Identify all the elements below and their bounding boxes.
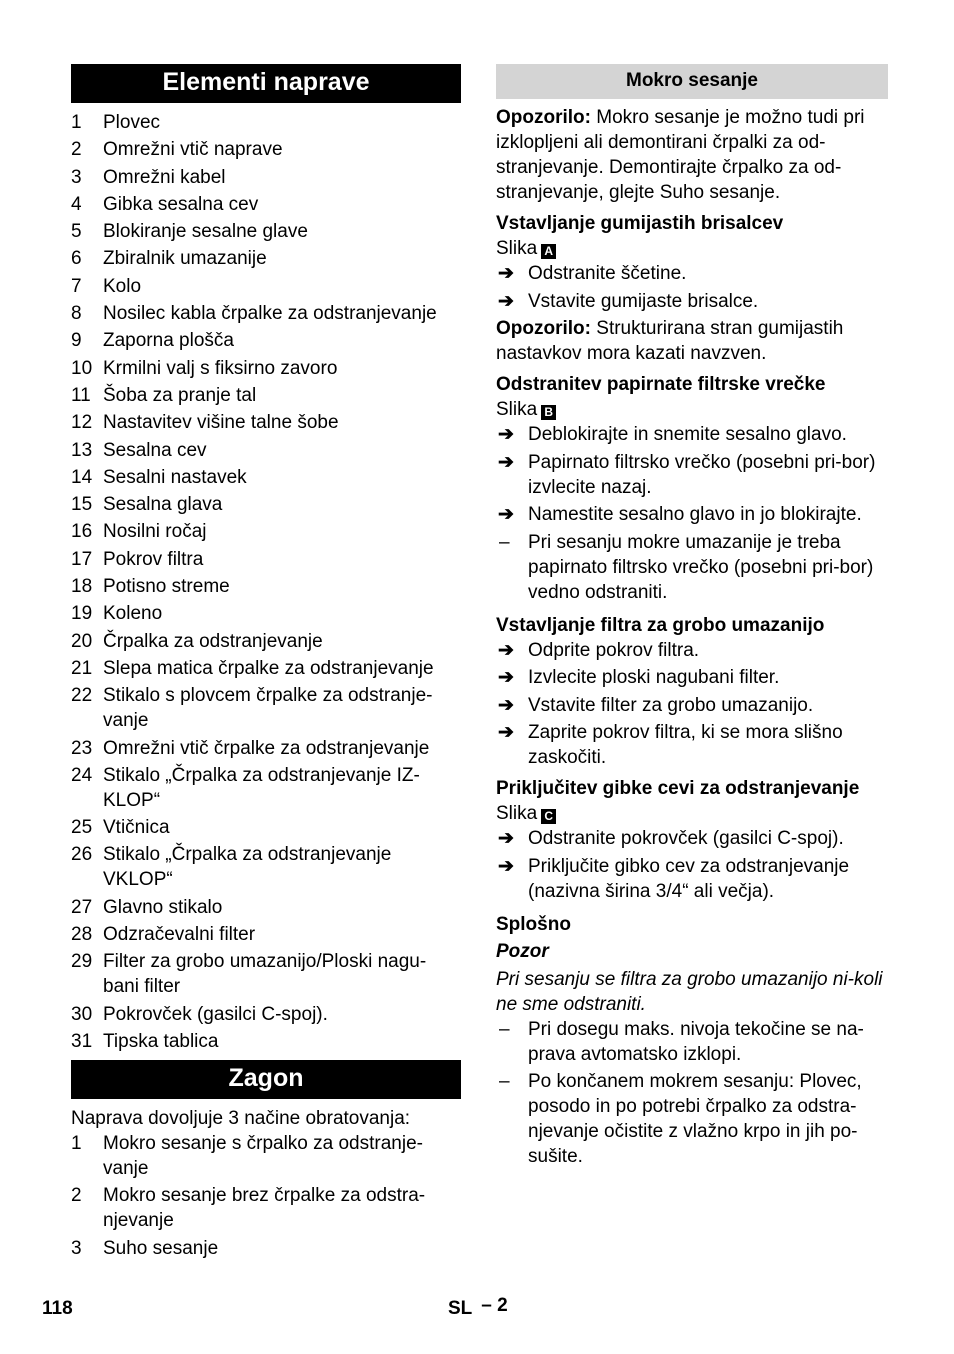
subheading-cev: Priključitev gibke cevi za odstranjevanje: [496, 778, 860, 799]
note-text: Po končanem mokrem sesanju: Plovec, posodo in po potrebi črpalko za odstra-njevanje očistite z vlažno krpo in jih po-sušite.: [528, 1071, 862, 1167]
figure-ref-a: [496, 236, 888, 261]
item-text: Potisno streme: [103, 576, 230, 598]
step-text: Zaprite pokrov filtra, ki se mora slišno zaskočiti.: [528, 722, 843, 768]
item-number: 30: [71, 1003, 93, 1025]
item-number: 26: [71, 844, 93, 866]
dash-icon: –: [499, 1018, 510, 1040]
item-text: Šoba za pranje tal: [103, 384, 257, 406]
warning-label: Opozorilo:: [496, 107, 591, 128]
step-item: [496, 422, 888, 447]
item-text: Nosilec kabla črpalke za odstranjevanje: [103, 303, 437, 325]
mode-list-item: [71, 1131, 461, 1181]
mode-list-item: [71, 1236, 461, 1261]
arrow-right-icon: ➔: [498, 855, 514, 877]
section-heading-zagon: Zagon: [71, 1060, 461, 1099]
item-number: 10: [71, 357, 93, 379]
parts-list-item: [71, 1029, 461, 1054]
parts-list-item: [71, 629, 461, 654]
step-item: [496, 502, 888, 527]
item-text: Pokrov filtra: [103, 548, 204, 570]
subheading-vrecka: Odstranitev papirnate filtrske vrečke: [496, 374, 826, 395]
item-number: 1: [71, 1132, 82, 1154]
item-text: Blokiranje sesalne glave: [103, 221, 308, 243]
figure-a-badge-icon: A: [541, 244, 556, 259]
step-text: Papirnato filtrsko vrečko (posebni pri-bor) izvlecite nazaj.: [528, 451, 876, 498]
parts-list-item: [71, 410, 461, 435]
item-number: 6: [71, 248, 82, 270]
parts-list-item: [71, 274, 461, 299]
step-text: Izvlecite ploski nagubani filter.: [528, 667, 780, 688]
dash-icon: –: [499, 1071, 510, 1092]
item-number: 16: [71, 521, 93, 543]
item-number: 29: [71, 951, 93, 973]
language-page: – 2: [481, 1295, 508, 1316]
modes-list: [71, 1131, 461, 1261]
parts-list-item: [71, 1002, 461, 1027]
parts-list-item: [71, 519, 461, 544]
figure-label: Slika: [496, 399, 538, 420]
item-text: Plovec: [103, 112, 161, 133]
item-text: Omrežni vtič črpalke za odstranjevanje: [103, 737, 430, 759]
item-number: 31: [71, 1030, 93, 1052]
arrow-right-icon: ➔: [498, 424, 514, 445]
arrow-right-icon: ➔: [498, 828, 514, 849]
parts-list-item: [71, 165, 461, 190]
step-item: [496, 693, 888, 718]
item-text: Mokro sesanje s črpalko za odstranje-vanje: [103, 1132, 423, 1179]
item-text: Črpalka za odstranjevanje: [103, 630, 323, 652]
item-text: Zaporna plošča: [103, 330, 234, 352]
item-number: 2: [71, 1185, 82, 1207]
parts-list-item: [71, 356, 461, 381]
item-text: Glavno stikalo: [103, 896, 223, 918]
parts-list-item: [71, 949, 461, 999]
item-number: 13: [71, 439, 93, 461]
item-number: 28: [71, 924, 93, 946]
item-number: 17: [71, 548, 93, 570]
parts-list-item: [71, 137, 461, 162]
steps-cev: [496, 826, 888, 904]
item-number: 3: [71, 1237, 82, 1259]
parts-list-item: [71, 110, 461, 135]
step-item: [496, 638, 888, 663]
footer-language: [448, 1295, 508, 1320]
parts-list-item: [71, 922, 461, 947]
item-number: 21: [71, 657, 93, 679]
step-item: [496, 261, 888, 286]
parts-list-item: [71, 815, 461, 840]
item-number: 1: [71, 112, 82, 133]
mode-list-item: [71, 1183, 461, 1233]
item-number: 18: [71, 576, 93, 598]
notes-splosno: [496, 1017, 888, 1170]
parts-list-item: [71, 492, 461, 517]
subheading-splosno: Splošno: [496, 913, 571, 935]
caution-text: Pri sesanju se filtra za grobo umazanijo ni-koli ne sme odstraniti.: [496, 968, 883, 1015]
parts-list-item: [71, 683, 461, 733]
item-number: 22: [71, 685, 93, 707]
item-number: 7: [71, 275, 82, 297]
figure-label: Slika: [496, 803, 538, 824]
item-number: 25: [71, 817, 93, 839]
item-text: Omrežni kabel: [103, 166, 226, 188]
item-text: Mokro sesanje brez črpalke za odstra-njevanje: [103, 1185, 426, 1232]
item-text: Zbiralnik umazanije: [103, 248, 267, 270]
parts-list-item: [71, 465, 461, 490]
parts-list-item: [71, 192, 461, 217]
parts-list-item: [71, 383, 461, 408]
item-text: Vtičnica: [103, 817, 170, 839]
item-number: 2: [71, 139, 82, 161]
item-text: Gibka sesalna cev: [103, 193, 259, 215]
step-text: Vstavite filter za grobo umazanijo.: [528, 694, 814, 716]
item-text: Stikalo „Črpalka za odstranjevanje IZ-KLOP“: [103, 764, 420, 811]
item-text: Tipska tablica: [103, 1030, 219, 1052]
item-text: Odzračevalni filter: [103, 924, 256, 946]
step-item: [496, 665, 888, 690]
item-text: Stikalo „Črpalka za odstranjevanje VKLOP“: [103, 844, 392, 891]
step-text: Vstavite gumijaste brisalce.: [528, 290, 759, 312]
arrow-right-icon: ➔: [498, 504, 514, 525]
warning-2: [496, 316, 888, 366]
item-text: Koleno: [103, 603, 163, 625]
step-text: Deblokirajte in snemite sesalno glavo.: [528, 424, 847, 445]
item-number: 8: [71, 303, 82, 325]
step-item: [496, 720, 888, 770]
note-item: [496, 1069, 888, 1169]
step-item: [496, 854, 888, 904]
item-number: 4: [71, 193, 82, 215]
parts-list: [71, 110, 461, 1054]
steps-filter: [496, 638, 888, 771]
arrow-right-icon: ➔: [498, 694, 514, 716]
zagon-intro: Naprava dovoljuje 3 načine obratovanja:: [71, 1107, 411, 1129]
item-text: Sesalna cev: [103, 439, 207, 461]
step-text: Odstranite ščetine.: [528, 263, 687, 284]
parts-list-item: [71, 656, 461, 681]
figure-ref-c: [496, 801, 888, 826]
arrow-right-icon: ➔: [498, 722, 514, 743]
item-number: 14: [71, 466, 93, 488]
item-text: Kolo: [103, 275, 142, 297]
arrow-right-icon: ➔: [498, 263, 514, 284]
section-heading-mokro: Mokro sesanje: [496, 64, 888, 99]
warning-label: Opozorilo:: [496, 318, 591, 339]
item-text: Omrežni vtič naprave: [103, 139, 283, 161]
steps-vrecka: [496, 422, 888, 527]
figure-b-badge-icon: B: [541, 405, 556, 420]
figure-label: Slika: [496, 238, 538, 259]
item-text: Sesalni nastavek: [103, 466, 247, 488]
figure-c-badge-icon: C: [541, 809, 556, 824]
parts-list-item: [71, 842, 461, 892]
parts-list-item: [71, 438, 461, 463]
warning-text: Strukturirana stran gumijastih nastavkov mora kazati navzven.: [496, 318, 844, 364]
step-text: Namestite sesalno glavo in jo blokirajte.: [528, 504, 862, 525]
item-text: Slepa matica črpalke za odstranjevanje: [103, 657, 434, 679]
parts-list-item: [71, 574, 461, 599]
step-text: Odstranite pokrovček (gasilci C-spoj).: [528, 828, 844, 849]
section-heading-elementi: Elementi naprave: [71, 64, 461, 103]
item-number: 27: [71, 896, 93, 918]
steps-brisalci: [496, 261, 888, 314]
item-text: Nastavitev višine talne šobe: [103, 412, 339, 434]
parts-list-item: [71, 301, 461, 326]
parts-list-item: [71, 219, 461, 244]
parts-list-item: [71, 601, 461, 626]
item-number: 9: [71, 330, 82, 352]
parts-list-item: [71, 736, 461, 761]
subheading-filter: Vstavljanje filtra za grobo umazanijo: [496, 614, 825, 636]
item-number: 23: [71, 737, 93, 759]
step-item: [496, 289, 888, 314]
note-item: [496, 1017, 888, 1067]
item-number: 5: [71, 221, 82, 243]
parts-list-item: [71, 895, 461, 920]
language-code: SL: [448, 1298, 472, 1319]
dash-icon: –: [499, 531, 510, 553]
page-number: 118: [42, 1298, 73, 1319]
parts-list-item: [71, 547, 461, 572]
right-column: [496, 64, 888, 1172]
item-number: 15: [71, 494, 93, 516]
warning-text: Mokro sesanje je možno tudi pri izklopljeni ali demontirani črpalki za od-stranjevanje. Demontirajte črpalko za od-stranjevanje, glejte Suho sesanje.: [496, 107, 865, 203]
item-number: 20: [71, 630, 93, 652]
item-text: Pokrovček (gasilci C-spoj).: [103, 1003, 328, 1025]
item-number: 3: [71, 166, 82, 188]
arrow-right-icon: ➔: [498, 639, 514, 661]
subheading-brisalci: Vstavljanje gumijastih brisalcev: [496, 213, 784, 234]
left-column: [71, 64, 461, 1263]
arrow-right-icon: ➔: [498, 667, 514, 688]
item-text: Nosilni ročaj: [103, 521, 207, 543]
warning-1: [496, 105, 888, 205]
item-text: Stikalo s plovcem črpalke za odstranje-vanje: [103, 685, 433, 732]
step-item: [496, 450, 888, 500]
step-item: [496, 826, 888, 851]
item-number: 11: [71, 384, 91, 406]
item-number: 24: [71, 764, 93, 786]
item-text: Krmilni valj s fiksirno zavoro: [103, 357, 338, 379]
note-text: Pri sesanju mokre umazanije je treba papirnato filtrsko vrečko (posebni pri-bor) vedno odstraniti.: [528, 531, 874, 603]
parts-list-item: [71, 763, 461, 813]
step-text: Priključite gibko cev za odstranjevanje (nazivna širina 3/4“ ali večja).: [528, 855, 850, 902]
figure-ref-b: [496, 397, 888, 422]
item-number: 12: [71, 412, 93, 434]
item-text: Suho sesanje: [103, 1237, 219, 1259]
parts-list-item: [71, 246, 461, 271]
arrow-right-icon: ➔: [498, 290, 514, 312]
note-vrecka: [496, 530, 888, 605]
step-text: Odprite pokrov filtra.: [528, 639, 700, 661]
caution-label: Pozor: [496, 940, 549, 962]
item-text: Filter za grobo umazanijo/Ploski nagu-bani filter: [103, 951, 427, 998]
item-number: 19: [71, 603, 93, 625]
arrow-right-icon: ➔: [498, 451, 514, 473]
parts-list-item: [71, 328, 461, 353]
note-text: Pri dosegu maks. nivoja tekočine se na-prava avtomatsko izklopi.: [528, 1018, 864, 1065]
item-text: Sesalna glava: [103, 494, 223, 516]
